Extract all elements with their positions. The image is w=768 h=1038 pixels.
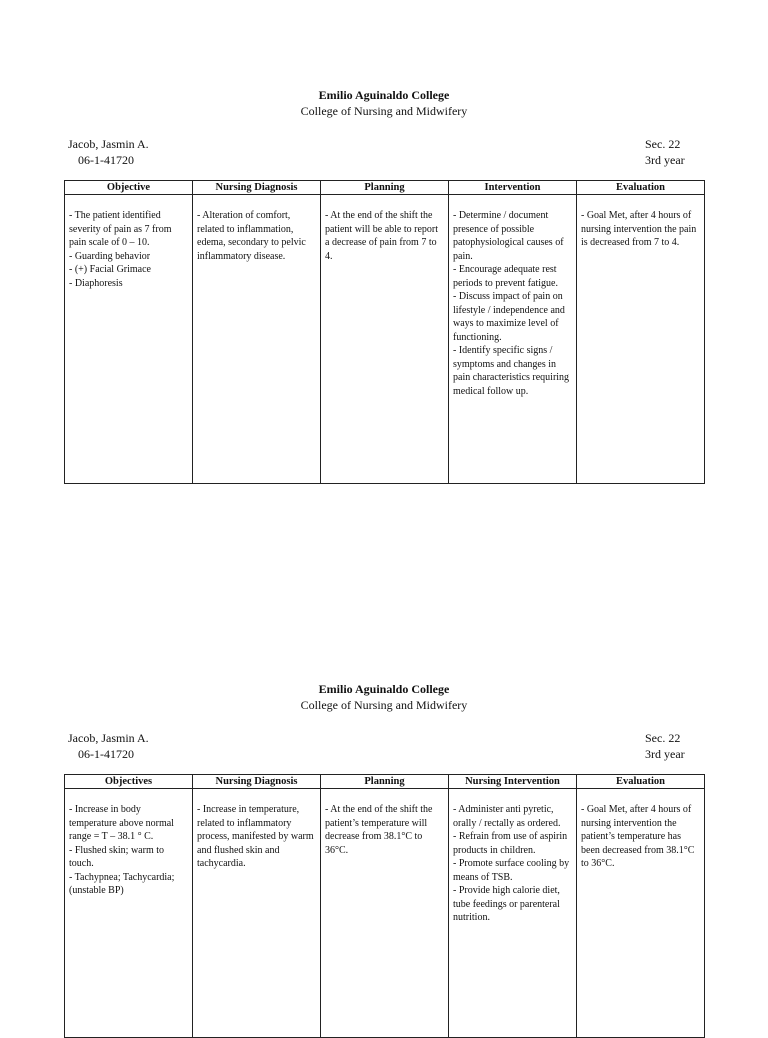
intervention-line: - Refrain from use of aspirin products in children.	[453, 831, 568, 856]
objective-line: - Tachypnea; Tachycardia; (unstable BP)	[69, 871, 175, 896]
diagnosis-cell: - Alteration of comfort, related to inflammation, edema, secondary to pelvic inflammatory disease.	[193, 195, 321, 484]
section-label: Sec. 22	[645, 137, 681, 151]
objective-line: - Flushed skin; warm to touch.	[69, 844, 164, 869]
class-info	[645, 730, 685, 762]
intervention-line: - Encourage adequate rest periods to prevent fatigue.	[453, 264, 558, 289]
department-name: College of Nursing and Midwifery	[300, 698, 468, 712]
college-name: Emilio Aguinaldo College	[318, 682, 450, 696]
student-info	[68, 730, 149, 762]
header-evaluation: Evaluation	[577, 181, 705, 195]
objective-line: - Diaphoresis	[69, 277, 123, 289]
table-header-row	[65, 181, 705, 195]
header-evaluation: Evaluation	[577, 775, 705, 789]
header-objectives: Objectives	[65, 775, 193, 789]
intervention-cell	[449, 789, 577, 1038]
intervention-line: - Identify specific signs / symptoms and changes in pain characteristics requiring medical follow up.	[453, 345, 570, 397]
college-name: Emilio Aguinaldo College	[318, 88, 450, 102]
intervention-line: - Provide high calorie diet, tube feedings or parenteral nutrition.	[453, 885, 560, 923]
objective-line: - Increase in body temperature above normal range = T – 38.1 ° C.	[69, 804, 174, 842]
intervention-line: - Administer anti pyretic, orally / rectally as ordered.	[453, 804, 561, 829]
intervention-line: - Promote surface cooling by means of TSB.	[453, 858, 570, 883]
table-row	[65, 789, 705, 1038]
department-name: College of Nursing and Midwifery	[300, 104, 468, 118]
student-info	[68, 136, 149, 168]
evaluation-cell: - Goal Met, after 4 hours of nursing intervention the pain is decreased from 7 to 4.	[577, 195, 705, 484]
header-planning: Planning	[321, 181, 449, 195]
planning-cell: - At the end of the shift the patient will be able to report a decrease of pain from 7 to 4.	[321, 195, 449, 484]
student-id: 06-1-41720	[78, 153, 134, 167]
intervention-line: - Discuss impact of pain on lifestyle / independence and ways to maximize level of functioning.	[453, 291, 565, 343]
intervention-cell	[449, 195, 577, 484]
objective-line: - The patient identified severity of pain as 7 from pain scale of 0 – 10.	[69, 210, 172, 248]
student-id: 06-1-41720	[78, 747, 134, 761]
header-nursing-diagnosis: Nursing Diagnosis	[193, 181, 321, 195]
objective-cell	[65, 789, 193, 1038]
section-label: Sec. 22	[645, 731, 681, 745]
diagnosis-cell: - Increase in temperature, related to inflammatory process, manifested by warm and flushed skin and tachycardia.	[193, 789, 321, 1038]
evaluation-cell: - Goal Met, after 4 hours of nursing intervention the patient’s temperature has been decreased from 38.1°C to 36°C.	[577, 789, 705, 1038]
objective-line: - Guarding behavior	[69, 250, 151, 262]
intervention-line: - Determine / document presence of possible patophysiological causes of pain.	[453, 210, 564, 262]
care-plan-table	[64, 774, 705, 1038]
header-planning: Planning	[321, 775, 449, 789]
year-label: 3rd year	[645, 747, 685, 761]
student-name: Jacob, Jasmin A.	[68, 731, 149, 745]
header-intervention: Intervention	[449, 181, 577, 195]
header-nursing-diagnosis: Nursing Diagnosis	[193, 775, 321, 789]
care-plan-table	[64, 180, 705, 484]
class-info	[645, 136, 685, 168]
header-nursing-intervention: Nursing Intervention	[449, 775, 577, 789]
header-objective: Objective	[65, 181, 193, 195]
table-row	[65, 195, 705, 484]
objective-cell	[65, 195, 193, 484]
year-label: 3rd year	[645, 153, 685, 167]
objective-line: - (+) Facial Grimace	[69, 264, 151, 275]
student-name: Jacob, Jasmin A.	[68, 137, 149, 151]
planning-cell: - At the end of the shift the patient’s temperature will decrease from 38.1°C to 36°C.	[321, 789, 449, 1038]
table-header-row	[65, 775, 705, 789]
